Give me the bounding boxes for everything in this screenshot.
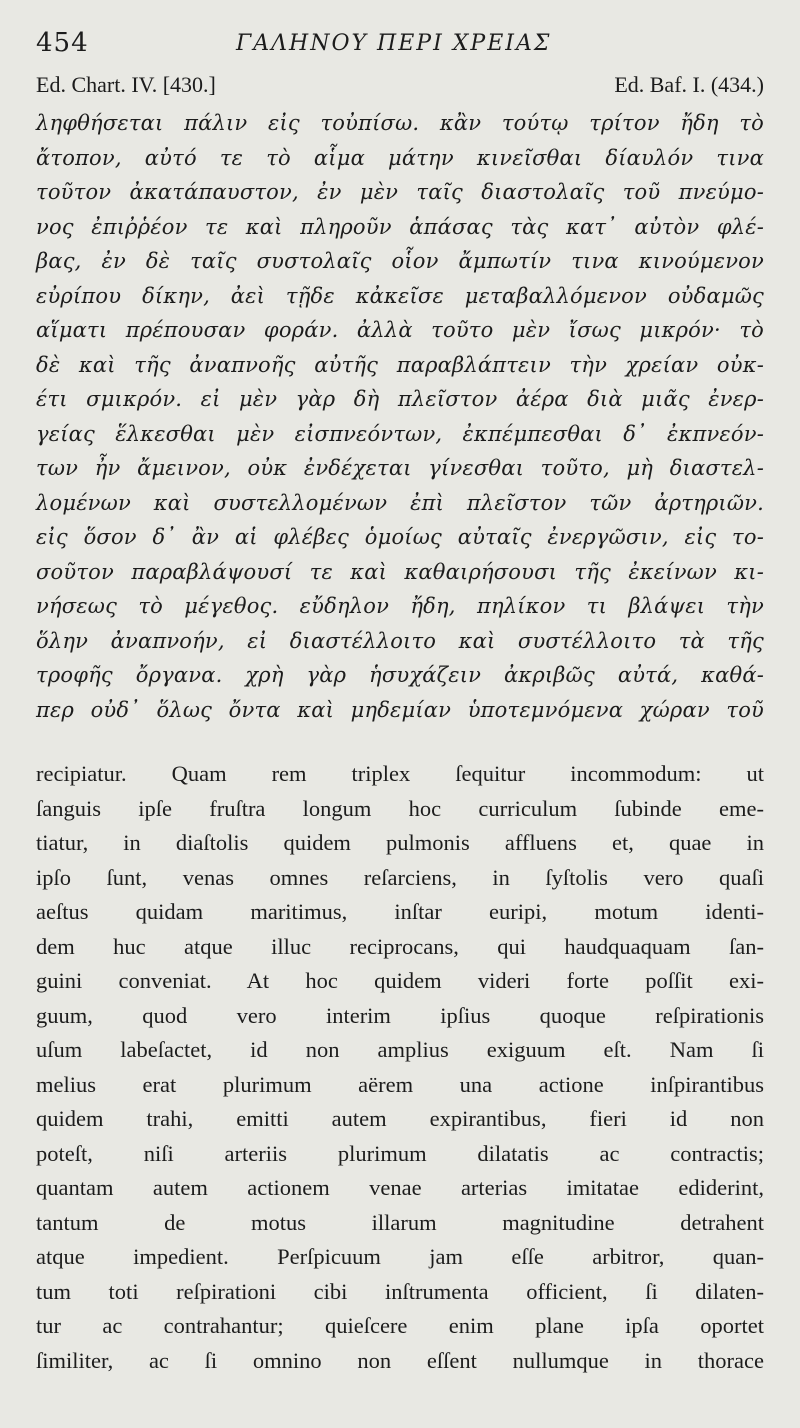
greek-line: ληφθήσεται πάλιν εἰς τοὐπίσω. κἂν τούτῳ τρίτον ἤδη τὸ xyxy=(36,111,764,135)
latin-line: aeſtus quidam maritimus, inſtar euripi, motum identi- xyxy=(36,899,764,924)
latin-line: recipiatur. Quam rem triplex ſequitur incommodum: ut xyxy=(36,761,764,786)
edition-basel: Ed. Baf. I. (434.) xyxy=(614,72,764,97)
latin-line: ſimiliter, ac ſi omnino non eſſent nullumque in thorace xyxy=(36,1347,764,1373)
latin-line: guum, quod vero interim ipſius quoque reſpirationis xyxy=(36,1002,764,1028)
latin-line: tiatur, in diaſtolis quidem pulmonis affluens et, quae in xyxy=(36,830,764,855)
latin-line: dem huc atque illuc reciprocans, qui haudquaquam ſan- xyxy=(36,933,764,959)
latin-line: tum toti reſpirationi cibi inſtrumenta officient, ſi dilaten- xyxy=(36,1278,764,1304)
latin-line: ſanguis ipſe fruſtra longum hoc curriculum ſubinde eme- xyxy=(36,795,764,821)
greek-line: λομένων καὶ συστελλομένων ἐπὶ πλεῖστον τῶν ἀρτηριῶν. xyxy=(36,490,764,515)
greek-line: των ἦν ἄμεινον, οὐκ ἐνδέχεται γίνεσθαι τοῦτο, μὴ διαστελ- xyxy=(36,456,764,480)
latin-line: atque impedient. Perſpicuum jam eſſe arbitror, quan- xyxy=(36,1244,764,1269)
latin-line: quantam autem actionem venae arterias imitatae ediderint, xyxy=(36,1175,764,1200)
latin-line: uſum labeſactet, id non amplius exiguum eſt. Nam ſi xyxy=(36,1037,764,1062)
greek-line: περ οὐδ᾽ ὅλως ὄντα καὶ μηδεμίαν ὑποτεμνόμενα χώραν τοῦ xyxy=(36,697,764,722)
greek-line: εὐρίπου δίκην, ἀεὶ τῇδε κἀκεῖσε μεταβαλλόμενον οὐδαμῶς xyxy=(36,283,764,308)
latin-line: quidem trahi, emitti autem expirantibus, fieri id non xyxy=(36,1106,764,1131)
latin-line: tur ac contrahantur; quieſcere enim plane ipſa oportet xyxy=(36,1313,764,1338)
greek-line: βας, ἐν δὲ ταῖς συστολαῖς οἷον ἄμπωτίν τινα κινούμενον xyxy=(36,249,764,273)
greek-line: έτι σμικρόν. εἰ μὲν γὰρ δὴ πλεῖστον ἀέρα διὰ μιᾶς ἐνερ- xyxy=(36,387,764,411)
greek-line: γείας ἕλκεσθαι μὲν εἰσπνεόντων, ἐκπέμπεσθαι δ᾽ ἐκπνεόν- xyxy=(36,421,764,446)
greek-line: τροφῆς ὄργανα. χρὴ γὰρ ἡσυχάζειν ἀκριβῶς αὐτά, καθά- xyxy=(36,663,764,687)
latin-line: poteſt, niſi arteriis plurimum dilatatis ac contractis; xyxy=(36,1140,764,1166)
edition-references xyxy=(36,72,764,102)
greek-text xyxy=(36,106,764,727)
greek-line: νήσεως τὸ μέγεθος. εὔδηλον ἤδη, πηλίκον τι βλάψει τὴν xyxy=(36,594,764,618)
running-title: ΓΑΛΗΝΟΥ ΠΕΡΙ ΧΡΕΙΑΣ xyxy=(236,31,552,56)
greek-line: νος ἐπιῤῥέον τε καὶ πληροῦν ἁπάσας τὰς κατ᾽ αὐτὸν φλέ- xyxy=(36,214,764,239)
greek-line: ὅλην ἀναπνοήν, εἰ διαστέλλοιτο καὶ συστέλλοιτο τὰ τῆς xyxy=(36,628,764,653)
greek-line: ἄτοπον, αὐτό τε τὸ αἷμα μάτην κινεῖσθαι δίαυλόν τινα xyxy=(36,145,764,170)
latin-line: guini conveniat. At hoc quidem videri forte poſſit exi- xyxy=(36,968,764,993)
greek-line: σοῦτον παραβλάψουσί τε καὶ καθαιρήσουσι τῆς ἐκείνων κι- xyxy=(36,559,764,584)
greek-line: δὲ καὶ τῆς ἀναπνοῆς αὐτῆς παραβλάπτειν τὴν χρείαν οὐκ- xyxy=(36,352,764,377)
greek-line: τοῦτον ἀκατάπαυστον, ἐν μὲν ταῖς διαστολαῖς τοῦ πνεύμο- xyxy=(36,180,764,204)
greek-line: αἵματι πρέπουσαν φοράν. ἀλλὰ τοῦτο μὲν ἴσως μικρόν· τὸ xyxy=(36,318,764,342)
latin-line: ipſo ſunt, venas omnes reſarciens, in ſyſtolis vero quaſi xyxy=(36,864,764,890)
edition-chartier: Ed. Chart. IV. [430.] xyxy=(36,72,216,97)
latin-line: tantum de motus illarum magnitudine detrahent xyxy=(36,1209,764,1235)
latin-text xyxy=(36,757,764,1378)
latin-line: melius erat plurimum aërem una actione inſpirantibus xyxy=(36,1071,764,1097)
page-header xyxy=(36,28,764,62)
page-number: 454 xyxy=(36,28,89,58)
greek-line: εἰς ὅσον δ᾽ ἂν αἱ φλέβες ὁμοίως αὐταῖς ἐνεργῶσιν, εἰς το- xyxy=(36,525,764,549)
